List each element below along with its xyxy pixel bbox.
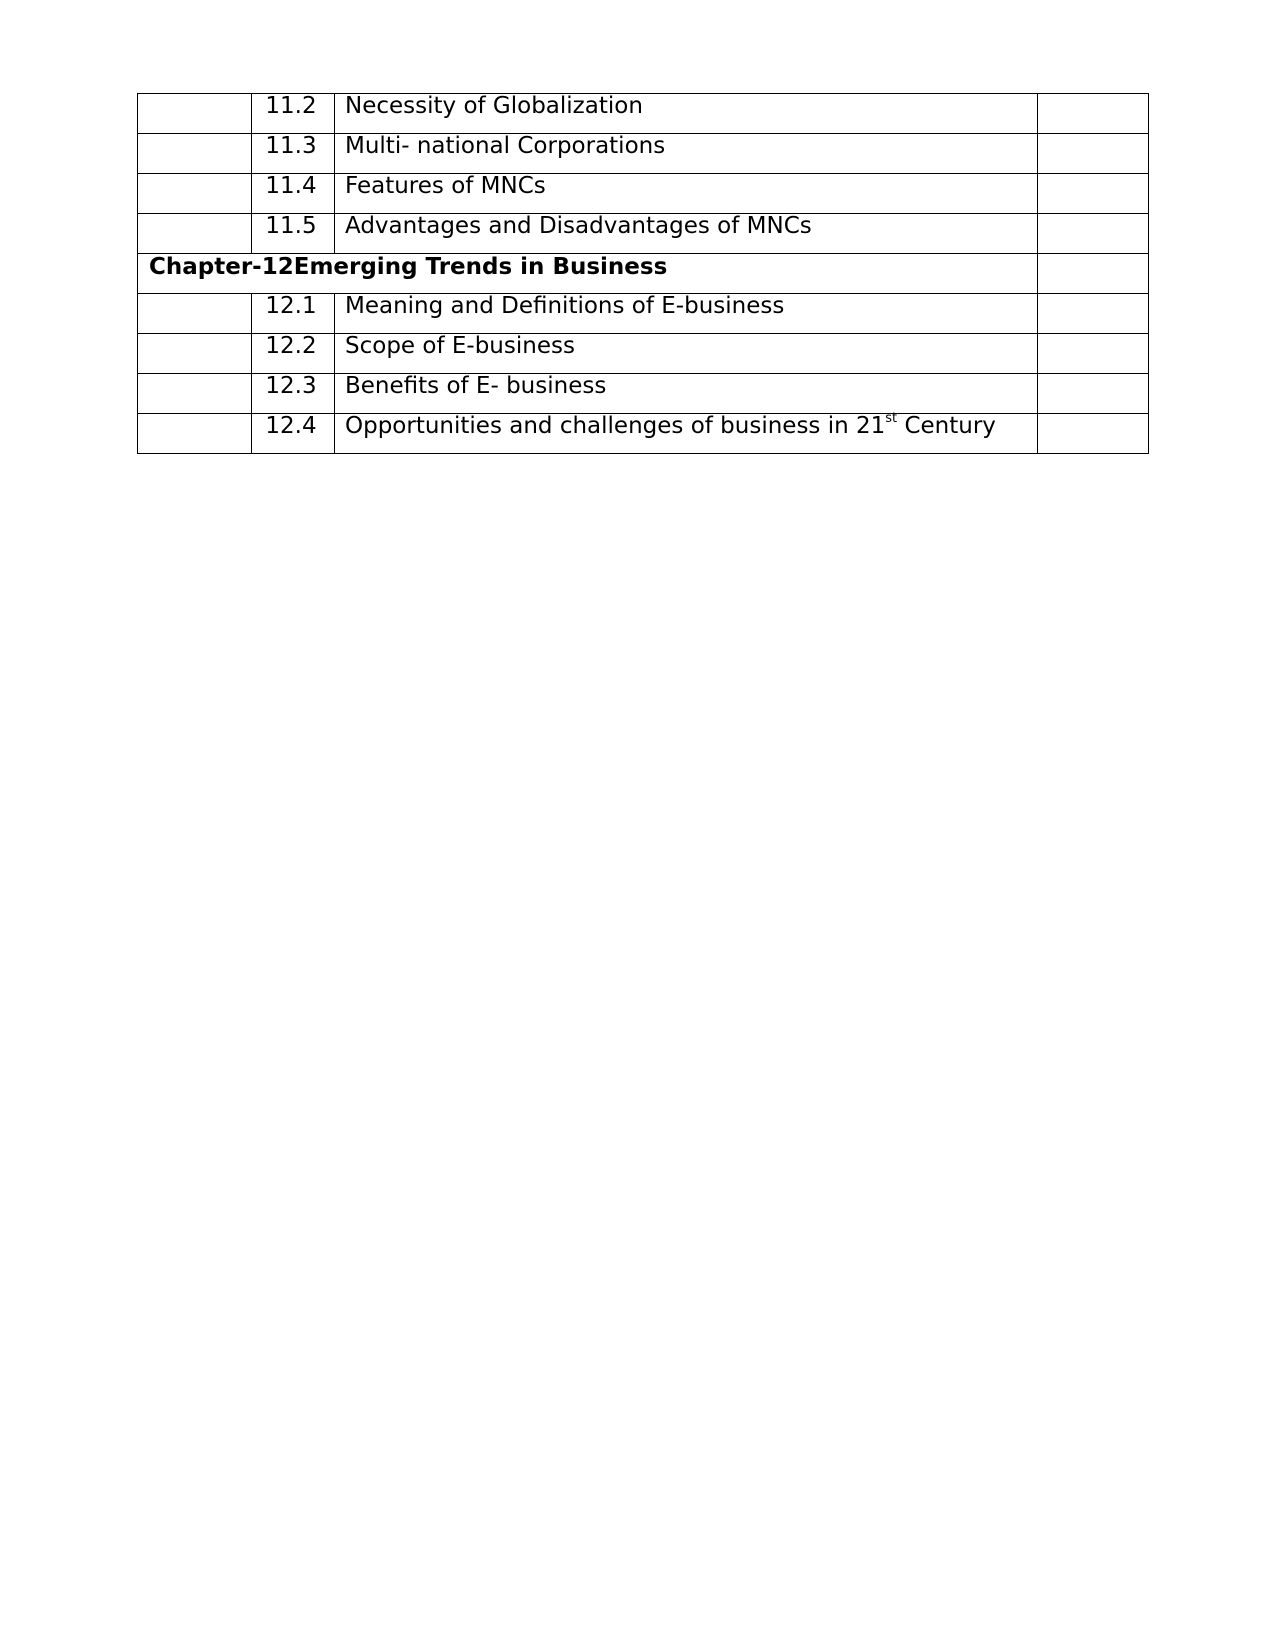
chapter-cell: [138, 414, 252, 454]
topic-title-suffix: Century: [897, 413, 996, 439]
topic-number: 12.3: [252, 374, 335, 414]
chapter-cell: [138, 334, 252, 374]
table-row: [138, 334, 1149, 374]
topic-title: Multi- national Corporations: [335, 134, 1038, 174]
topic-title-text: Opportunities and challenges of business in 21: [345, 413, 886, 439]
hours-cell: [1038, 374, 1149, 414]
topic-title: Necessity of Globalization: [335, 94, 1038, 134]
topic-number: 12.1: [252, 294, 335, 334]
hours-cell: [1038, 294, 1149, 334]
table-row: [138, 174, 1149, 214]
topic-title: Benefits of E- business: [335, 374, 1038, 414]
topic-number: 12.2: [252, 334, 335, 374]
hours-cell: [1038, 254, 1149, 294]
topic-number: 11.5: [252, 214, 335, 254]
hours-cell: [1038, 174, 1149, 214]
ordinal-superscript: st: [885, 411, 898, 427]
topic-title: Scope of E-business: [335, 334, 1038, 374]
hours-cell: [1038, 134, 1149, 174]
chapter-cell: [138, 374, 252, 414]
table-row: [138, 374, 1149, 414]
hours-cell: [1038, 214, 1149, 254]
chapter-cell: [138, 174, 252, 214]
topic-number: 11.2: [252, 94, 335, 134]
topic-title: Features of MNCs: [335, 174, 1038, 214]
table-row: [138, 414, 1149, 454]
chapter-cell: [138, 294, 252, 334]
chapter-cell: [138, 214, 252, 254]
topic-number: 11.4: [252, 174, 335, 214]
syllabus-table: [137, 93, 1149, 454]
table-row: [138, 214, 1149, 254]
topic-number: 12.4: [252, 414, 335, 454]
chapter-heading: Chapter-12Emerging Trends in Business: [138, 254, 1038, 294]
hours-cell: [1038, 94, 1149, 134]
hours-cell: [1038, 334, 1149, 374]
topic-title: Advantages and Disadvantages of MNCs: [335, 214, 1038, 254]
chapter-cell: [138, 134, 252, 174]
table-row: [138, 294, 1149, 334]
topic-number: 11.3: [252, 134, 335, 174]
chapter-row: [138, 254, 1149, 294]
table-row: [138, 94, 1149, 134]
table-row: [138, 134, 1149, 174]
hours-cell: [1038, 414, 1149, 454]
chapter-cell: [138, 94, 252, 134]
topic-title: Meaning and Definitions of E-business: [335, 294, 1038, 334]
topic-title: [335, 411, 1038, 454]
